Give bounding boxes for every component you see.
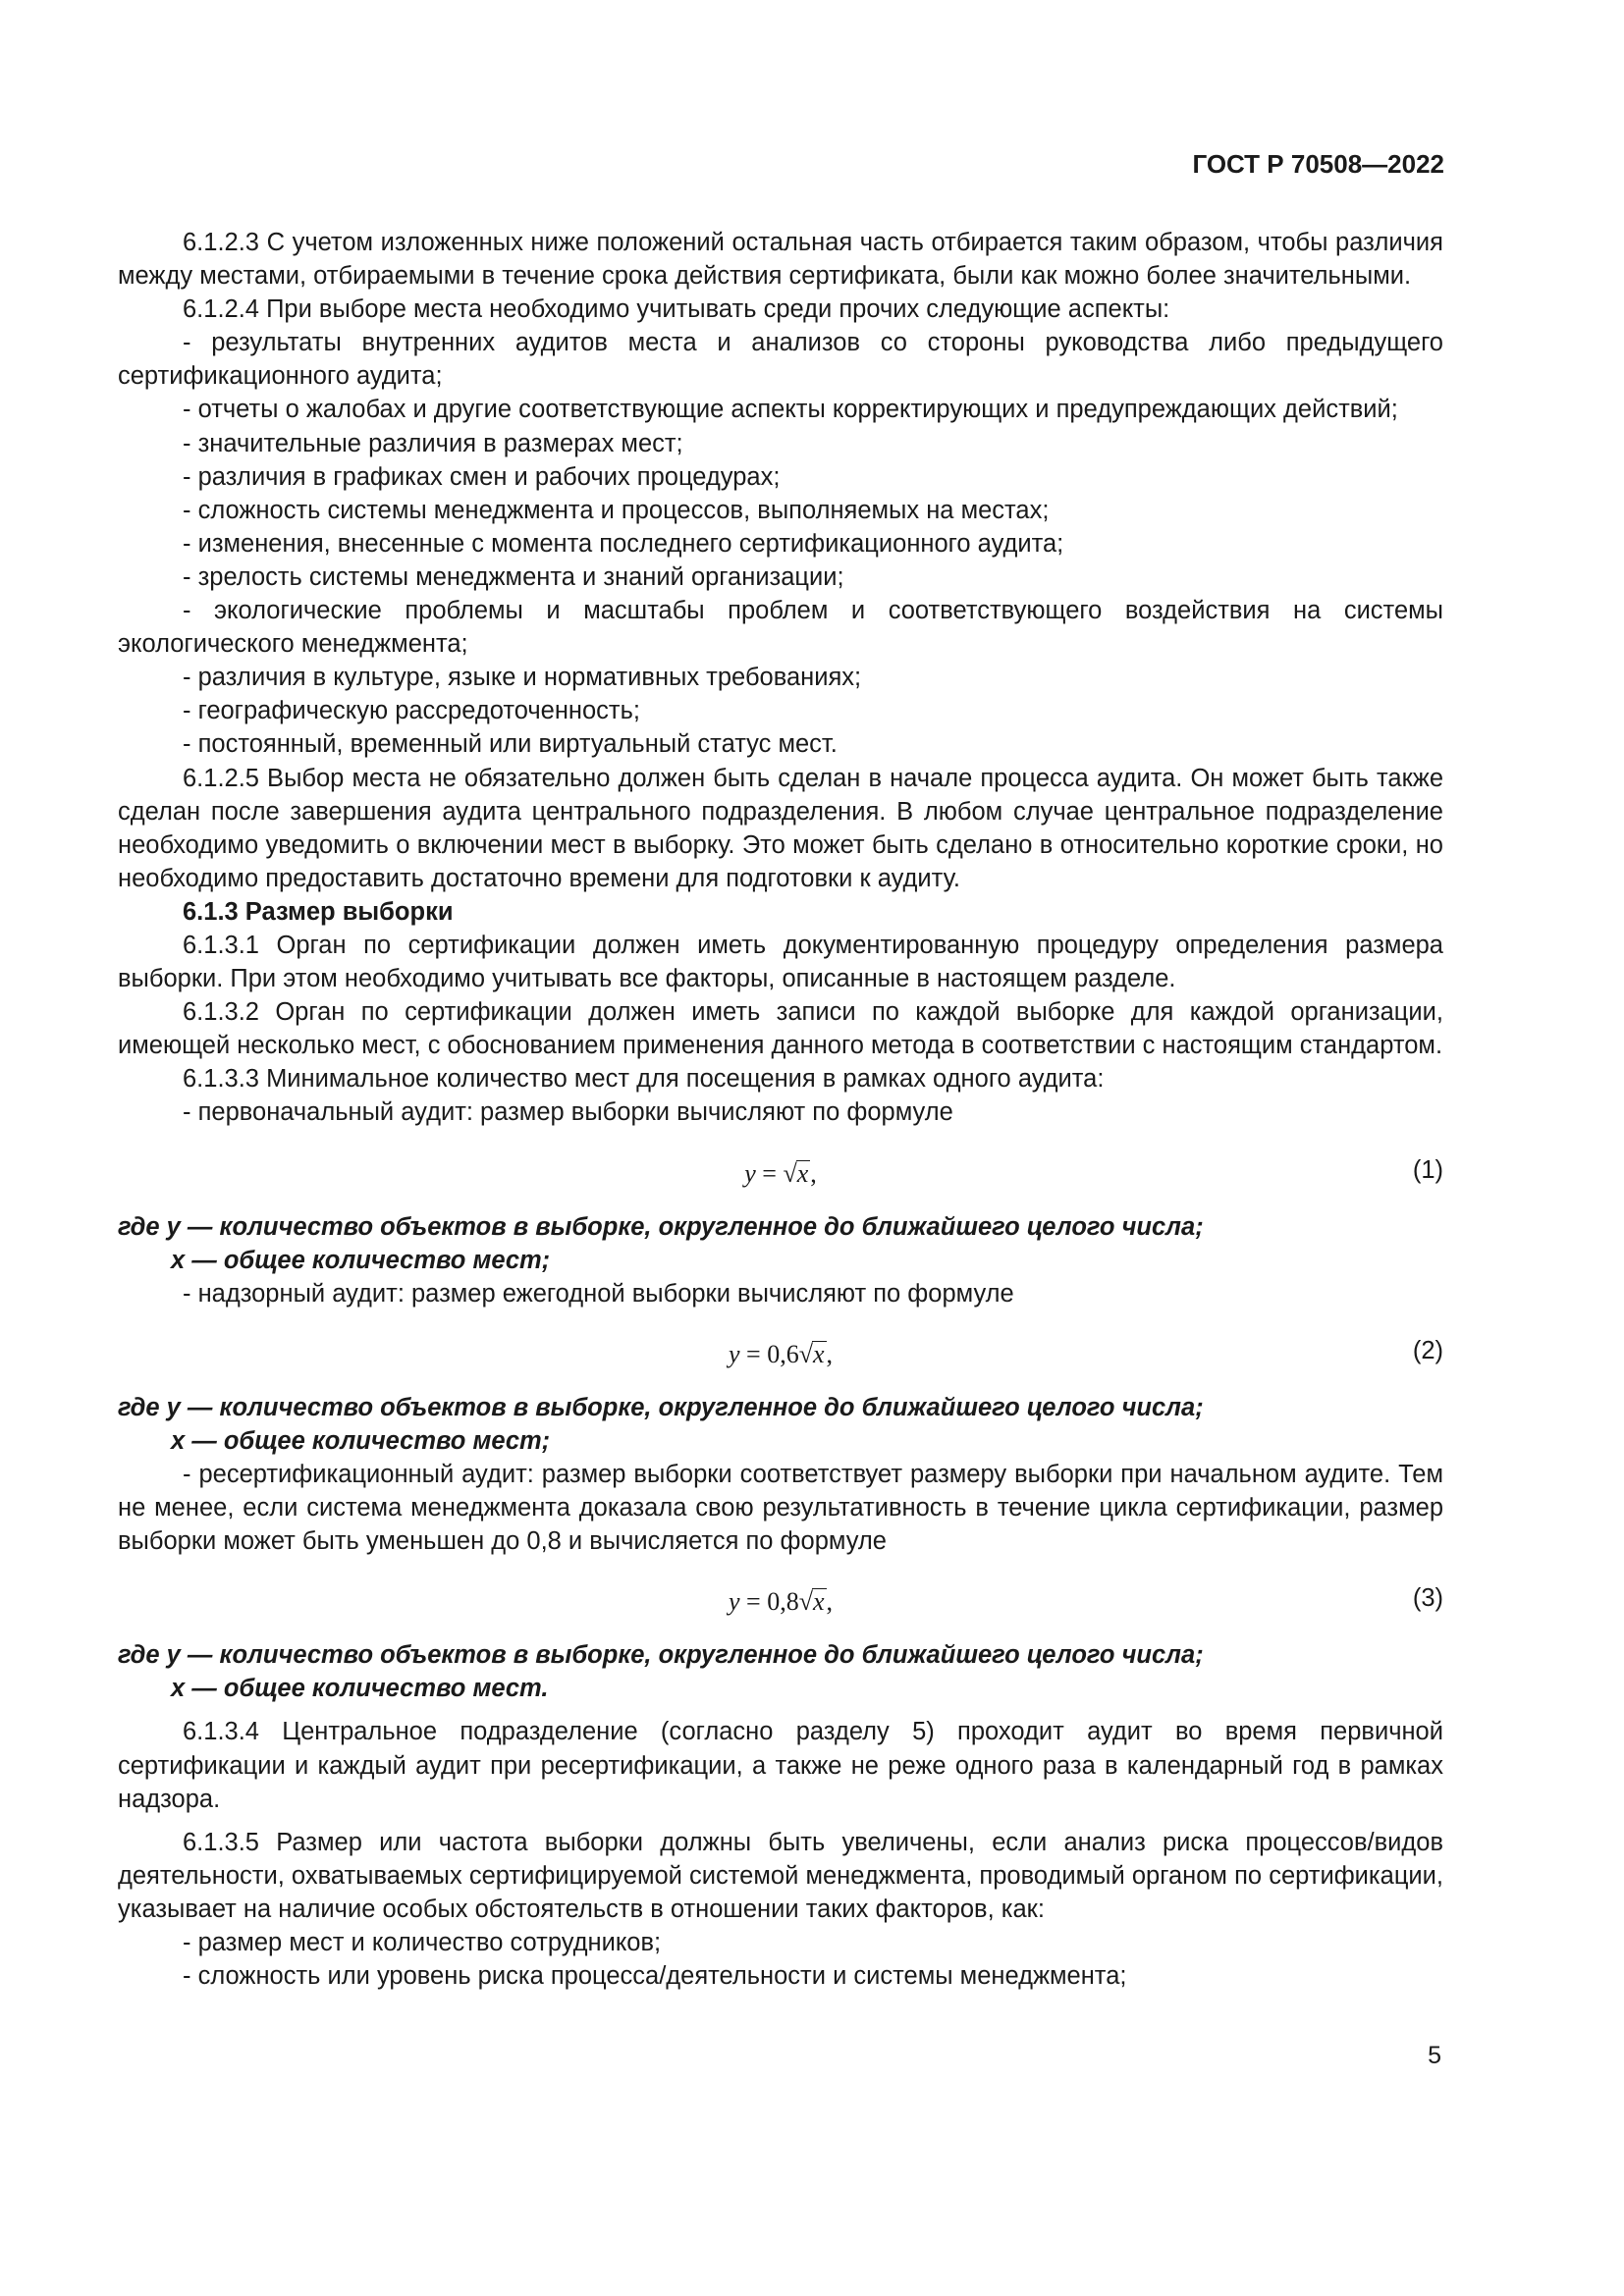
paragraph-6-1-2-4: 6.1.2.4 При выборе места необходимо учитывать среди прочих следующие аспекты: (183, 295, 1170, 324)
where-x: x — общее количество мест; (171, 1426, 551, 1455)
paragraph-6-1-3-2: 6.1.3.2 Орган по сертификации должен иметь записи по каждой выборке для каждой организации, имеющей несколько мест, с обоснованием применения данного метода в соответствии с настоящим стандартом. (118, 998, 1443, 1060)
paragraph-6-1-3-4: 6.1.3.4 Центральное подразделение (согласно разделу 5) проходит аудит во время первичной сертификации и каждый аудит при ресертификации, а также не реже одного раза в календарный год в рамках надзора. (118, 1718, 1443, 1813)
list-item: - значительные различия в размерах мест; (183, 429, 683, 457)
formula-number: (1) (1412, 1155, 1443, 1184)
formula-1 (118, 1149, 1443, 1197)
list-item: - изменения, внесенные с момента последнего сертификационного аудита; (183, 529, 1064, 558)
list-item-initial-audit: - первоначальный аудит: размер выборки вычисляют по формуле (183, 1098, 953, 1127)
formula-tail: , (826, 1339, 834, 1368)
formula-3 (118, 1577, 1443, 1625)
list-item: - сложность системы менеджмента и процессов, выполняемых на местах; (183, 496, 1050, 524)
list-item: - различия в графиках смен и рабочих процедурах; (183, 462, 781, 491)
formula-coef: 0,8 (767, 1587, 799, 1617)
formula-radicand: x (812, 1587, 825, 1617)
where-x: x — общее количество мест; (171, 1246, 551, 1274)
document-body (118, 226, 1443, 1993)
document-id: ГОСТ Р 70508—2022 (1192, 149, 1444, 179)
formula-radicand: x (796, 1158, 809, 1188)
where-y: где y — количество объектов в выборке, округленное до ближайшего целого числа; (118, 1641, 1204, 1670)
formula-radicand: x (812, 1339, 825, 1368)
paragraph-6-1-2-5: 6.1.2.5 Выбор места не обязательно должен быть сделан в начале процесса аудита. Он может быть также сделан после завершения аудита центрального подразделения. В любом случае центральное подразделение необходимо уведомить о включении мест в выборку. Это может быть сделано в относительно короткие сроки, но необходимо предоставить достаточно времени для подготовки к аудиту. (118, 764, 1443, 892)
paragraph-6-1-3-5: 6.1.3.5 Размер или частота выборки должны быть увеличены, если анализ риска процессов/видов деятельности, охватываемых сертифицируемой системой менеджмента, проводимый органом по сертификации, указывает на наличие особых обстоятельств в отношении таких факторов, как: (118, 1828, 1443, 1923)
formula-equals: = (739, 1587, 768, 1617)
formula-lhs: y (728, 1587, 740, 1617)
formula-coef: 0,6 (767, 1339, 799, 1368)
formula-tail: , (810, 1158, 817, 1188)
list-item: - постоянный, временный или виртуальный статус мест. (183, 730, 838, 759)
list-item: - размер мест и количество сотрудников; (183, 1929, 662, 1957)
where-y: где y — количество объектов в выборке, округленное до ближайшего целого числа; (118, 1393, 1204, 1421)
formula-lhs: y (728, 1339, 740, 1368)
paragraph-6-1-3-1: 6.1.3.1 Орган по сертификации должен иметь документированную процедуру определения размера выборки. При этом необходимо учитывать все факторы, описанные в настоящем разделе. (118, 931, 1443, 993)
formula-number: (2) (1412, 1336, 1443, 1364)
sqrt-icon: √ (783, 1158, 797, 1188)
list-item: - сложность или уровень риска процесса/деятельности и системы менеджмента; (183, 1962, 1127, 1991)
where-y: где y — количество объектов в выборке, округленное до ближайшего целого числа; (118, 1212, 1204, 1241)
formula-lhs: y (744, 1158, 756, 1188)
page-number: 5 (1428, 2042, 1441, 2069)
paragraph-6-1-3-3: 6.1.3.3 Минимальное количество мест для посещения в рамках одного аудита: (183, 1065, 1105, 1094)
list-item: - географическую рассредоточенность; (183, 697, 640, 725)
list-item-surveillance-audit: - надзорный аудит: размер ежегодной выборки вычисляют по формуле (183, 1279, 1014, 1308)
list-item: - результаты внутренних аудитов места и анализов со стороны руководства либо предыдущего сертификационного аудита; (118, 329, 1443, 391)
list-item-recertification-audit: - ресертификационный аудит: размер выборки соответствует размеру выборки при начальном аудите. Тем не менее, если система менеджмента доказала свою результативность в течение цикла сертификации, размер выборки может быть уменьшен до 0,8 и вычисляется по формуле (118, 1461, 1443, 1556)
paragraph-6-1-2-3: 6.1.2.3 С учетом изложенных ниже положений остальная часть отбирается таким образом, чтобы различия между местами, отбираемыми в течение срока действия сертификата, были как можно более значительными. (118, 229, 1443, 291)
formula-2 (118, 1330, 1443, 1377)
list-item: - различия в культуре, языке и нормативных требованиях; (183, 664, 862, 692)
formula-equals: = (755, 1158, 784, 1188)
formula-number: (3) (1412, 1584, 1443, 1613)
formula-tail: , (826, 1587, 834, 1617)
list-item: - экологические проблемы и масштабы проблем и соответствующего воздействия на системы экологического менеджмента; (118, 597, 1443, 659)
list-item: - зрелость системы менеджмента и знаний организации; (183, 562, 844, 591)
sqrt-icon: √ (798, 1339, 813, 1368)
where-x: x — общее количество мест. (171, 1675, 549, 1703)
sqrt-icon: √ (798, 1587, 813, 1617)
section-heading-6-1-3: 6.1.3 Размер выборки (183, 897, 454, 926)
list-item: - отчеты о жалобах и другие соответствующие аспекты корректирующих и предупреждающих действий; (183, 396, 1398, 424)
formula-equals: = (739, 1339, 768, 1368)
